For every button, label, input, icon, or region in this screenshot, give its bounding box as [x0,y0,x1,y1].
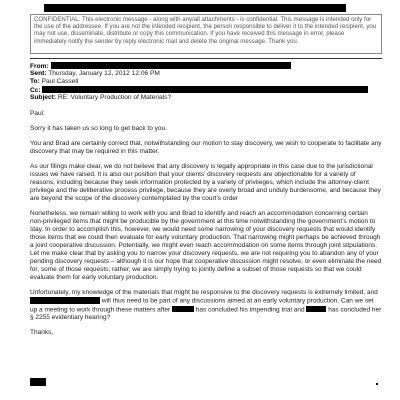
sent-line [30,70,382,78]
paragraph-3: As our filings make clear, we do not believe that any discovery is legally appropriate in this case due to the jurisdictional issues we have raised. It is also our position that your clients’ discovery requests are objectionable for a variety of reasons, including because they seek information protected by a variety of privileges, which include the attorney-client privilege and the deliberative process privilege, because they are overly broad and unduly burdensome, and because they are beyond the scope of the discovery contemplated by the court’s order [30,163,381,202]
from-label: From: [30,63,49,70]
confidentiality-notice: CONFIDENTIAL: This electronic message - along with any/all attachments - is confidential. This message is intended only for the use of the addressee. If you are not the intended recipient, the person responsible to deliver it to the intended recipient, you may not use, disseminate, distribute or copy this communication. If you have received this message in error, please immediately notify the sender by reply electronic mail and delete the original message. Thank you. [30,14,382,54]
paragraph-2: You and Brad are certainly correct that, notwithstanding our motion to stay discovery, we wish to cooperate to facilitate any discovery that may be required in this matter. [30,140,382,155]
redaction-name-2 [172,306,194,313]
paragraph-4: Nonetheless, we remain willing to work with you and Brad to identify and reach an accommodation concerning certain non-privileged items that might be producible by the government at this time notwithstanding the government’s motion to stay. In order to accomplish this, however, we would need some narrowing of your discovery requests that would identify those items that we could then evaluate for early voluntary production. That narrowing might perhaps be achieved through a joint cooperative discussion. Potentially, we might even reach accommodation on some items through joint stipulations. Let me make clear that by asking you to narrow your discovery requests, we are not requiring you to abandon any of your pending discovery requests – although it is our hope that cooperative discussion might resolve, or even eliminate the need for, some of those requests; rather, we are simply trying to jointly define a subset of those requests so that we could evaluate them for early voluntary production. [30,210,382,281]
paragraph-5-part-a: Unfortunately, my knowledge of the materials that might be responsive to the discovery requests is extremely limited, and [30,289,378,296]
paragraph-5-part-b: will thus need to be part of any discussions aimed at an early voluntary production. Can we set up a meeting to work through these matters after [30,297,374,313]
to-line [30,78,382,86]
paragraph-5-part-d: has concluded her § 2255 evidentiary hearing? [30,306,382,321]
greeting: Paul: [30,110,45,117]
paragraph-5-part-c: has concluded his impending trial and [195,306,305,313]
sent-label: Sent: [30,70,47,77]
header-divider [30,58,382,59]
cc-label: Cc: [30,87,41,94]
subject-line [30,94,382,102]
subject-label: Subject: [30,94,57,101]
to-value: Paul Cassell [41,78,79,85]
paragraph-5 [30,289,382,322]
page-dot [376,383,378,385]
redaction-bar-top [44,4,346,12]
redaction-name-1 [30,297,100,304]
redaction-name-3 [306,306,326,313]
sent-value: Thursday, January 12, 2012 12:06 PM [48,70,160,77]
cc-redaction [42,86,368,93]
closing: Thanks, [30,329,54,336]
paragraph-1: Sorry it has taken us so long to get back to you. [30,125,167,132]
redaction-signature [30,378,46,386]
message-body [30,110,382,344]
from-redaction [51,62,291,69]
subject-value: RE: Voluntary Production of Materials? [57,94,172,101]
to-label: To: [30,78,40,85]
